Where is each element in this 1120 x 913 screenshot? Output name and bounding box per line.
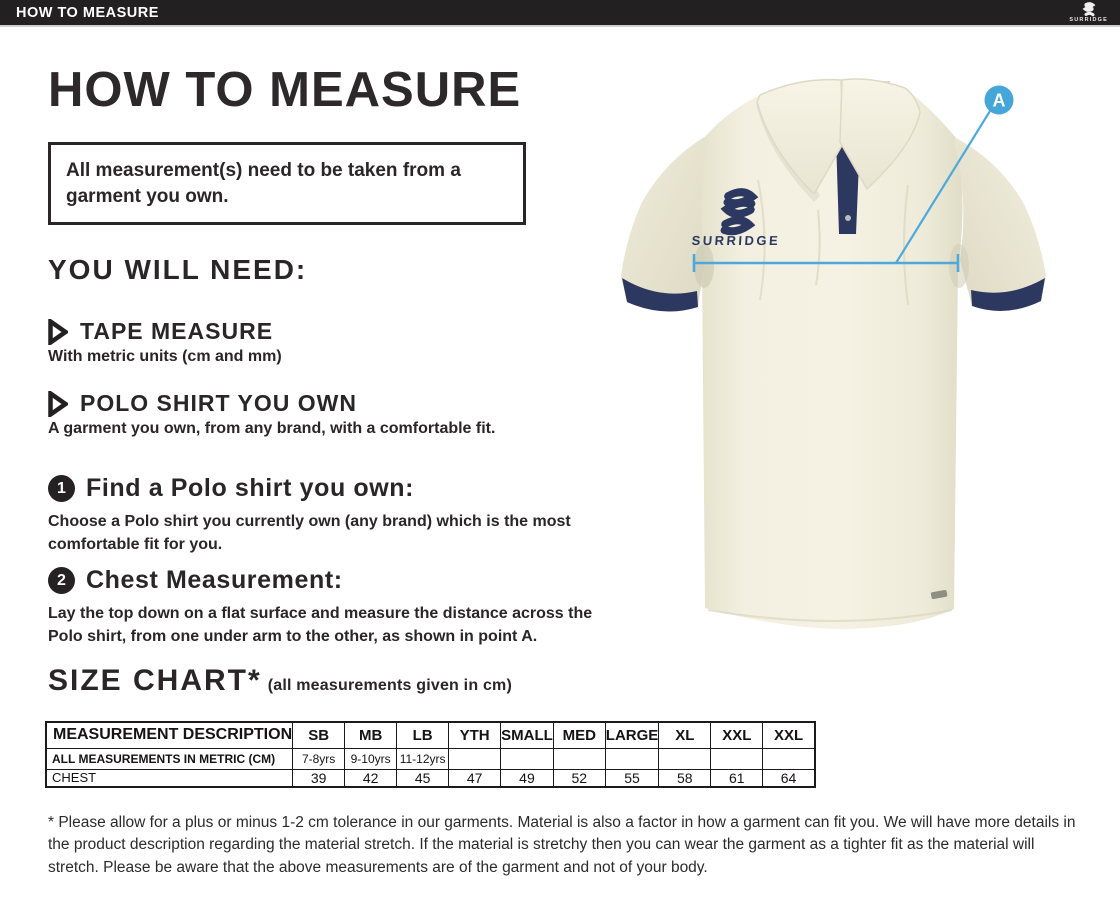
shirt-logo-text: SURRIDGE (691, 233, 781, 248)
cell: 55 (605, 769, 659, 787)
modal-title: HOW TO MEASURE (16, 4, 159, 21)
left-armpit-shadow (694, 244, 714, 288)
need-item-tape-measure (48, 318, 282, 366)
col-header: XXL (763, 722, 815, 748)
surridge-logo (1069, 1, 1108, 24)
col-header: XXL (711, 722, 763, 748)
row-label: ALL MEASUREMENTS IN METRIC (CM) (46, 748, 293, 769)
triangle-bullet-icon (48, 319, 68, 345)
you-will-need-heading: YOU WILL NEED: (48, 254, 308, 285)
need-item-title: POLO SHIRT YOU OWN (80, 390, 357, 416)
cell (449, 748, 501, 769)
size-chart-title: SIZE CHART* (48, 664, 262, 697)
col-header: MED (553, 722, 605, 748)
step-number-badge: 1 (48, 475, 75, 502)
col-header: MEASUREMENT DESCRIPTION (46, 722, 293, 748)
cell (763, 748, 815, 769)
step-number-badge: 2 (48, 567, 75, 594)
cell: 7-8yrs (293, 748, 345, 769)
step-desc: Lay the top down on a flat surface and measure the distance across the Polo shirt, from one under arm to the other, as shown in point A. (48, 605, 593, 646)
cell: 58 (659, 769, 711, 787)
placket-button (845, 215, 851, 221)
size-chart-subtitle: (all measurements given in cm) (267, 677, 512, 694)
page-title: HOW TO MEASURE (48, 63, 522, 117)
cell: 39 (293, 769, 345, 787)
cell: 9-10yrs (345, 748, 397, 769)
modal-header-bar (0, 0, 1120, 27)
cell: 52 (553, 769, 605, 787)
surridge-logo-word: SURRIDGE (1069, 17, 1108, 24)
point-a-label: A (992, 90, 1006, 111)
polo-shirt-illustration (608, 50, 1080, 650)
cell (605, 748, 659, 769)
step-1 (48, 474, 628, 556)
note-box (48, 142, 526, 225)
cell: 61 (711, 769, 763, 787)
table-row-chest (46, 769, 815, 787)
col-header: SB (293, 722, 345, 748)
cell: 42 (345, 769, 397, 787)
size-chart-table (45, 721, 816, 788)
cell (501, 748, 554, 769)
cell: 64 (763, 769, 815, 787)
cell: 47 (449, 769, 501, 787)
table-row-metric (46, 748, 815, 769)
cell: 11-12yrs (397, 748, 449, 769)
col-header: SMALL (501, 722, 554, 748)
polo-shirt-figure (608, 50, 1080, 650)
size-chart-heading (48, 664, 512, 698)
col-header: YTH (449, 722, 501, 748)
step-desc: Choose a Polo shirt you currently own (any brand) which is the most comfortable fit for you. (48, 513, 571, 554)
surridge-coil-icon (1081, 2, 1097, 17)
col-header: LB (397, 722, 449, 748)
table-header-row (46, 722, 815, 748)
triangle-bullet-icon (48, 391, 68, 417)
cell (711, 748, 763, 769)
cell (553, 748, 605, 769)
col-header: LARGE (605, 722, 659, 748)
step-title: Find a Polo shirt you own: (86, 474, 415, 502)
col-header: MB (345, 722, 397, 748)
cell: 49 (501, 769, 554, 787)
col-header: XL (659, 722, 711, 748)
need-item-desc: With metric units (cm and mm) (48, 348, 282, 365)
cell: 45 (397, 769, 449, 787)
row-label: CHEST (46, 769, 293, 787)
note-text: All measurement(s) need to be taken from a garment you own. (66, 160, 461, 207)
need-item-polo-shirt (48, 390, 495, 438)
step-2 (48, 566, 628, 648)
cell (659, 748, 711, 769)
step-title: Chest Measurement: (86, 566, 343, 594)
disclaimer-text: * Please allow for a plus or minus 1-2 cm tolerance in our garments. Material is also a factor in how a garment can fit you. We will have more details in the product description regarding the material stretch. If the material is stretchy then you can wear the garment as a tighter fit as the material will stretch. Please be aware that the above measurements are of the garment and not of your body. (48, 814, 1076, 876)
need-item-title: TAPE MEASURE (80, 318, 274, 344)
need-item-desc: A garment you own, from any brand, with a comfortable fit. (48, 420, 496, 437)
